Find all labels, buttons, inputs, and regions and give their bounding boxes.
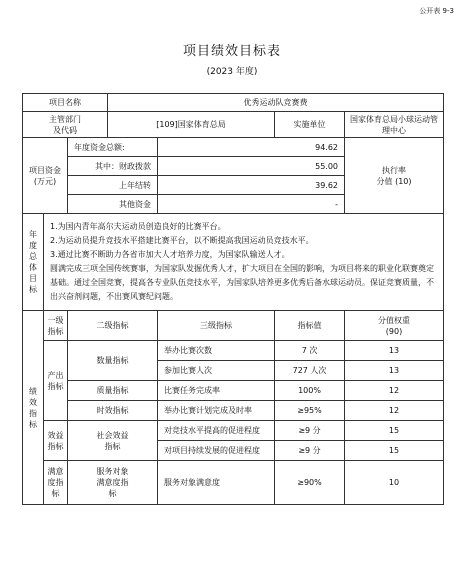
goal-line: 1.为国内青年高尔夫运动员创造良好的比赛平台。 [50,222,226,231]
quantity-indicator-label: 数量指标 [68,341,158,381]
value-header: 指标值 [275,311,345,341]
score-cell: 15 [345,421,444,441]
goal-line: 2.为运动员提升竞技水平搭建比赛平台，以不断提高我国运动员竞技水平。 [50,236,314,245]
level3-cell: 服务对象满意度 [158,461,275,505]
carryover-funds-value: 39.62 [158,176,345,195]
indicator-row [23,341,444,361]
level2-header: 二级指标 [68,311,158,341]
funds-label: 项目资金 (万元) [23,138,68,214]
level2-cell: 质量指标 [68,381,158,401]
level3-cell: 比赛任务完成率 [158,381,275,401]
level3-cell: 参加比赛人次 [158,361,275,381]
service-satisfaction-label: 服务对象 满意度指 标 [68,461,158,505]
score-cell: 15 [345,441,444,461]
score-cell: 13 [345,361,444,381]
performance-target-table [22,93,444,505]
annual-goals-content [44,214,444,311]
implementing-unit-label: 实施单位 [275,112,345,138]
annual-goals-label: 年 度 总 体 目 标 [23,214,44,311]
level3-cell: 对项目持续发展的促进程度 [158,441,275,461]
project-name-label: 项目名称 [23,94,108,112]
level3-cell: 举办比赛计划完成及时率 [158,401,275,421]
fiscal-funds-label: 其中：财政拨款 [68,157,158,176]
form-year: (2023 年度) [206,67,258,77]
annual-funds-value: 94.62 [158,138,345,157]
annual-goals-row [23,214,444,311]
indicator-row [23,381,444,401]
indicators-label: 绩 效 指 标 [23,311,44,505]
value-cell: 100% [275,381,345,401]
department-value: [109]国家体育总局 [108,112,275,138]
indicators-header-row [23,311,444,341]
indicator-row [23,401,444,421]
funds-annual-row [23,138,444,157]
department-label: 主管部门 及代码 [23,112,108,138]
output-indicator-label: 产出 指标 [44,341,68,421]
score-cell: 12 [345,401,444,421]
level2-cell: 时效指标 [68,401,158,421]
level3-cell: 对竞技水平提高的促进程度 [158,421,275,441]
value-cell: ≥9 分 [275,441,345,461]
value-cell: 727 人次 [275,361,345,381]
project-name-row [23,94,444,112]
level3-cell: 举办比赛次数 [158,341,275,361]
indicator-row [23,421,444,441]
form-number: 公开表 9-3 [419,7,454,15]
score-cell: 13 [345,341,444,361]
score-cell: 12 [345,381,444,401]
value-cell: ≥9 分 [275,421,345,441]
value-cell: ≥95% [275,401,345,421]
value-cell: 7 次 [275,341,345,361]
indicator-row [23,461,444,505]
satisfaction-indicator-label: 满意 度指 标 [44,461,68,505]
value-cell: ≥90% [275,461,345,505]
other-funds-label: 其他资金 [68,195,158,214]
goal-summary: 圆满完成三项全国传统赛事，为国家队发掘优秀人才，扩大项目在全国的影响，为项目将来的职业化联赛奠定基础。通过全国竞赛，提高各专业队伍竞技水平，为国家队培养更多优秀后备水球运动员。保证竞赛质量，不出兴奋剂问题，不出赛风赛纪问题。 [50,264,434,301]
level1-header: 一级 指标 [44,311,68,341]
form-title: 项目绩效目标表 [182,44,281,59]
other-funds-value: - [158,195,345,214]
implementing-unit-value: 国家体育总局小球运动管理中心 [345,112,444,138]
department-row [23,112,444,138]
fiscal-funds-value: 55.00 [158,157,345,176]
project-name-value: 优秀运动队竞赛费 [108,94,444,112]
score-cell: 10 [345,461,444,505]
social-benefit-label: 社会效益 指标 [68,421,158,461]
execution-rate-label: 执行率 分值 (10) [345,138,444,214]
carryover-funds-label: 上年结转 [68,176,158,195]
annual-funds-label: 年度资金总额: [68,138,158,157]
goal-line: 3.通过比赛不断助力各省市加大人才培养力度，为国家队输送人才。 [50,250,290,259]
level3-header: 三级指标 [158,311,275,341]
score-header: 分值权重 (90) [345,311,444,341]
benefit-indicator-label: 效益 指标 [44,421,68,461]
